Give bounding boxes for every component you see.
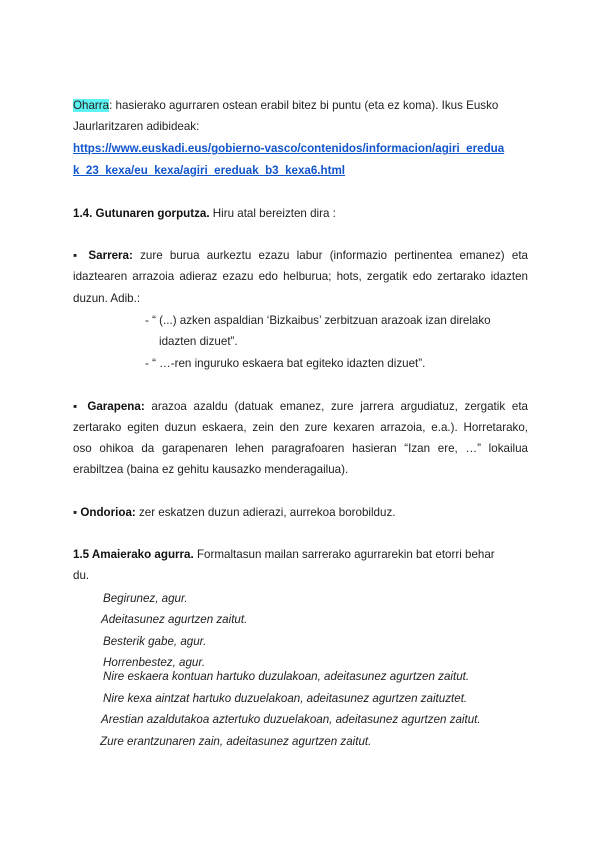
bullet-icon: ▪ (73, 400, 81, 413)
garapena-label: Garapena: (87, 400, 145, 413)
note-paragraph (73, 98, 528, 114)
garapena-line2: zertarako egiten duzun eskaera, zein den zure kexaren arrazoia, e.a.). Horretarako, (73, 421, 528, 434)
reference-link-line1[interactable] (73, 141, 528, 157)
sarrera-label: Sarrera: (88, 249, 133, 262)
sarrera-line3: duzun. Adib.: (73, 292, 141, 305)
sarrera-text: zure burua aurkeztu ezazu labur (informazio pertinentea emanez) eta (132, 249, 528, 262)
closing-example: Nire eskaera kontuan hartuko duzulakoan, adeitasunez agurtzen zaitut. (103, 670, 470, 683)
note-highlight: Oharra (73, 99, 110, 112)
section-1-5-heading: 1.5 Amaierako agurra. (73, 548, 194, 561)
closing-example: Adeitasunez agurtzen zaitut. (101, 613, 248, 626)
section-1-5 (73, 547, 528, 563)
closing-example: Nire kexa aintzat hartuko duzuelakoan, adeitasunez agurtzen zaituztet. (103, 692, 468, 705)
closing-example: Besterik gabe, agur. (103, 635, 207, 648)
section-1-4-heading: 1.4. Gutunaren gorputza. (73, 207, 210, 220)
reference-link-continued[interactable]: k_23_kexa/eu_kexa/agiri_ereduak_b3_kexa6.html (73, 164, 346, 177)
sarrera-example1-cont: idazten dizuet”. (159, 335, 238, 348)
note-text-line2: Jaurlaritzaren adibideak: (73, 120, 200, 133)
garapena-line3: oso ohikoa da garapenaren lehen paragrafoaren hasieran “Izan ere, …” lokailua (73, 442, 528, 455)
garapena-text: arazoa azaldu (datuak emanez, zure jarrera argudiatuz, zergatik eta (144, 400, 528, 413)
section-1-4-intro: Hiru atal bereizten dira : (209, 207, 336, 220)
sarrera-line1 (73, 248, 528, 264)
sarrera-example2: - “ …-ren inguruko eskaera bat egiteko idazten dizuet”. (145, 357, 426, 370)
reference-link-line2[interactable] (73, 163, 528, 179)
reference-link[interactable]: https://www.euskadi.eus/gobierno-vasco/contenidos/informacion/agiri_eredua (73, 142, 505, 155)
garapena-line1 (73, 399, 528, 415)
section-1-4 (73, 206, 528, 222)
ondorioa-line (73, 505, 528, 521)
sarrera-line2: idaztearen arrazoia adieraz ezazu edo helburua; hots, zergatik edo zertarako idazten (73, 270, 528, 283)
ondorioa-text: zer eskatzen duzun adierazi, aurrekoa borobilduz. (135, 506, 396, 519)
section-1-5-line2: du. (73, 569, 90, 582)
bullet-icon: ▪ (73, 249, 82, 262)
note-text: : hasierako agurraren ostean erabil bitez bi puntu (eta ez koma). Ikus Eusko (109, 99, 499, 112)
sarrera-example1: - “ (...) azken aspaldian ‘Bizkaibus’ zerbitzuan arazoak izan direlako (145, 314, 491, 327)
closing-example: Zure erantzunaren zain, adeitasunez agurtzen zaitut. (100, 735, 372, 748)
ondorioa-label: Ondorioa: (80, 506, 136, 519)
closing-example: Horrenbestez, agur. (103, 656, 206, 669)
closing-example: Arestian azaldutakoa aztertuko duzuelakoan, adeitasunez agurtzen zaitut. (101, 713, 481, 726)
section-1-5-text: Formaltasun mailan sarrerako agurrarekin bat etorri behar (193, 548, 495, 561)
garapena-line4: erabiltzea (baina ez gehitu kausazko menderagailua). (73, 463, 349, 476)
closing-example: Begirunez, agur. (103, 592, 188, 605)
bullet-icon: ▪ (73, 506, 78, 519)
